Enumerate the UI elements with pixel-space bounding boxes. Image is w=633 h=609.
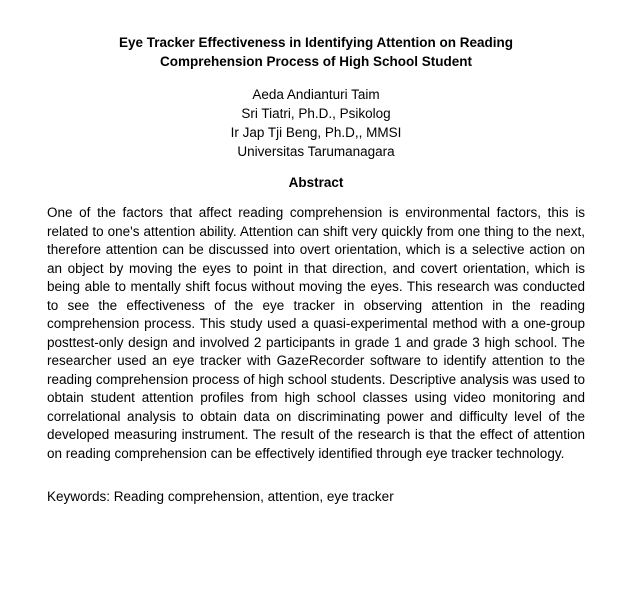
- abstract-text: One of the factors that affect reading comprehension is environmental factors, this is related to one's attention ability. Attention can shift very quickly from one thing to the next, therefore attention can be discussed into overt orientation, which is a selective action on an object by moving the eyes to point in that direction, and covert orientation, which is being able to mentally shift focus without moving the eyes. This research was conducted to see the effectiveness of the eye tracker in observing attention in the reading comprehension process. This study used a quasi-experimental method with a one-group posttest-only design and involved 2 participants in grade 1 and grade 3 high school. The researcher used an eye tracker with GazeRecorder software to identify attention to the reading comprehension process of high school students. Descriptive analysis was used to obtain student attention profiles from high school classes using video monitoring and correlational analysis to obtain data on discriminating power and difficulty level of the developed measuring instrument. The result of the research is that the effect of attention on reading comprehension can be effectively identified through eye tracker technology.: [47, 205, 585, 461]
- author-name-1: Aeda Andianturi Taim: [252, 87, 380, 102]
- keywords-line: Keywords: Reading comprehension, attention, eye tracker: [47, 489, 394, 504]
- author-affiliation: Universitas Tarumanagara: [237, 144, 395, 159]
- paper-title-line-2: Comprehension Process of High School Student: [159, 54, 473, 69]
- abstract-heading: Abstract: [288, 175, 344, 190]
- author-name-3: Ir Jap Tji Beng, Ph.D,, MMSI: [230, 125, 402, 140]
- paper-title: [47, 33, 585, 71]
- paper-title-line-1: Eye Tracker Effectiveness in Identifying Attention on Reading: [118, 35, 514, 50]
- author-name-2: Sri Tiatri, Ph.D., Psikolog: [241, 106, 391, 121]
- author-block: [47, 85, 585, 161]
